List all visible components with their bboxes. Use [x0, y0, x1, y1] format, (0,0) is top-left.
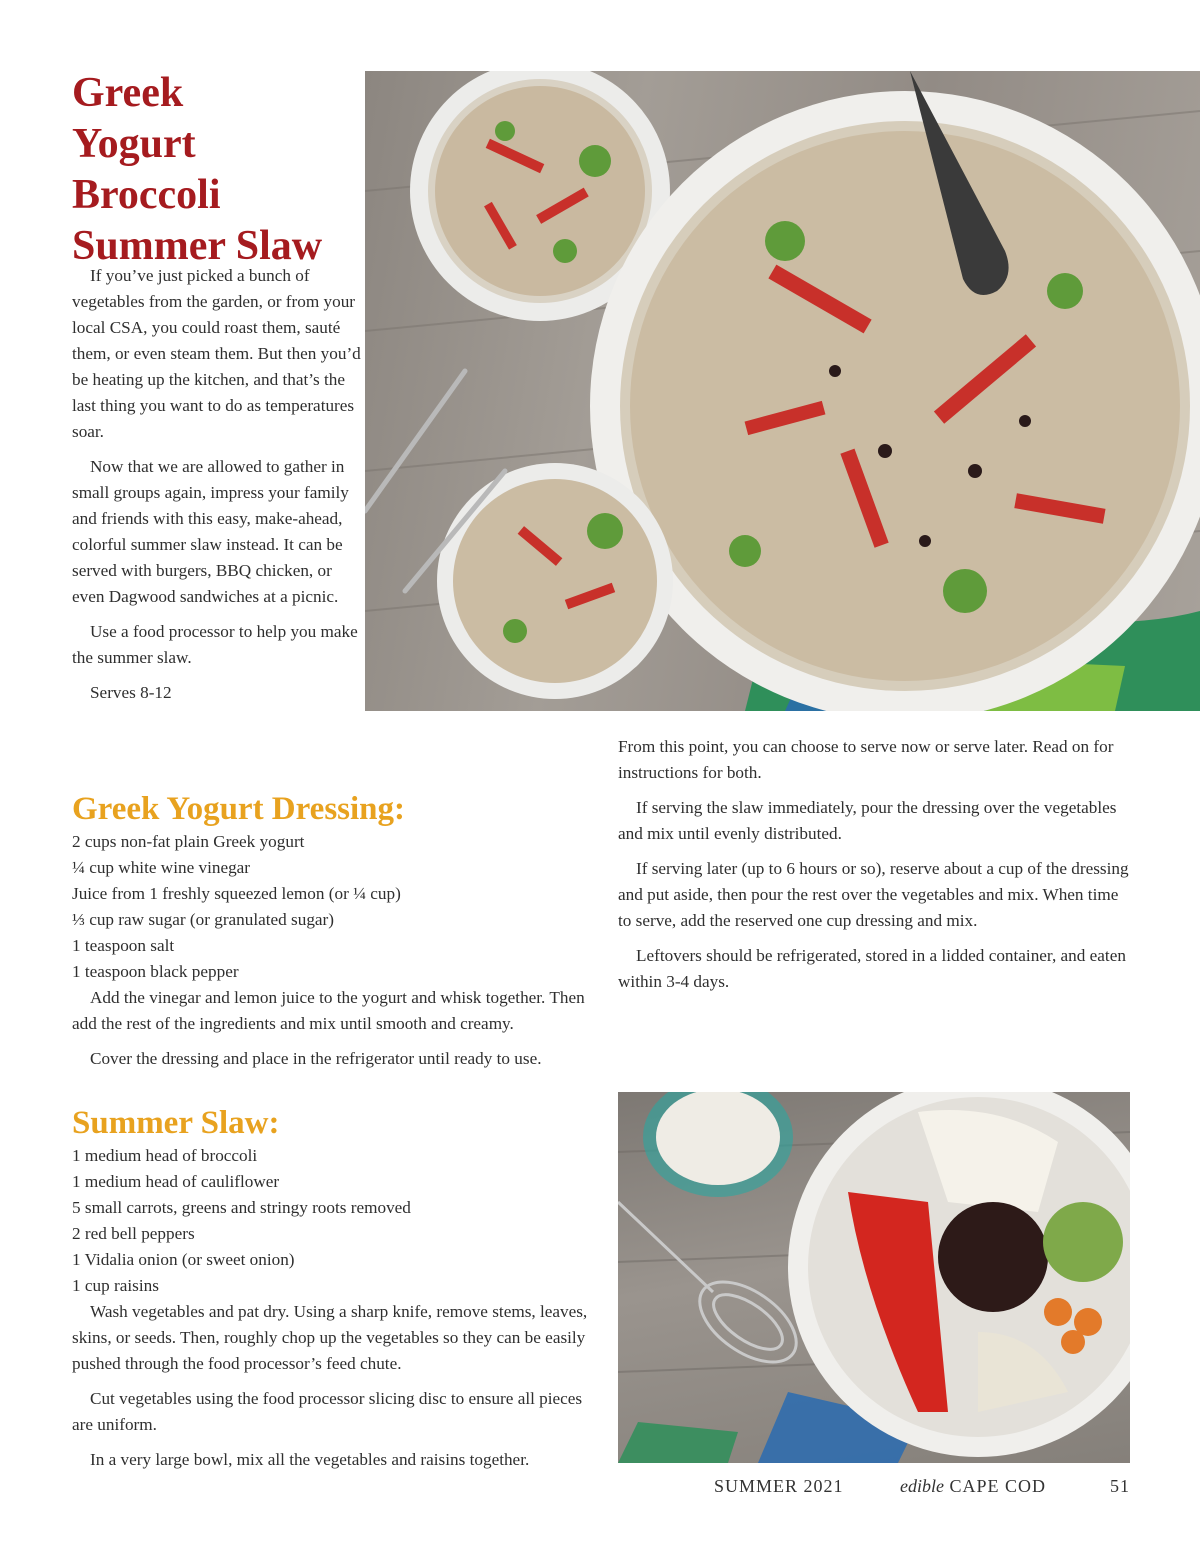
instruction-paragraph: If serving the slaw immediately, pour the dressing over the vegetables and mix until evenly distributed. [618, 798, 1117, 843]
ingredient-item: 1 teaspoon black pepper [72, 962, 239, 981]
ingredient-item: ¼ cup white wine vinegar [72, 858, 251, 877]
instruction-paragraph: Leftovers should be refrigerated, stored in a lidded container, and eaten within 3-4 days. [618, 946, 1126, 991]
ingredient-item: 2 red bell peppers [72, 1224, 195, 1243]
magazine-brand: edible [900, 1476, 944, 1496]
serves-line: Serves 8-12 [90, 683, 172, 702]
instruction-paragraph: Cut vegetables using the food processor slicing disc to ensure all pieces are uniform. [72, 1389, 583, 1434]
slaw-ingredient-list [72, 1143, 592, 1299]
recipe-right-column [618, 734, 1130, 995]
instruction-paragraph: From this point, you can choose to serve now or serve later. Read on for instructions for both. [618, 737, 1114, 782]
title-line: Yogurt [72, 121, 196, 167]
dressing-section [72, 789, 592, 1072]
ingredient-item: 1 medium head of cauliflower [72, 1172, 280, 1191]
ingredient-item: 1 medium head of broccoli [72, 1146, 258, 1165]
recipe-title [72, 68, 362, 272]
title-line: Summer Slaw [72, 223, 323, 269]
title-line: Broccoli [72, 172, 221, 218]
dressing-ingredient-list [72, 829, 592, 985]
ingredient-item: 2 cups non-fat plain Greek yogurt [72, 832, 305, 851]
ingredients-bowl-photo [618, 1092, 1130, 1463]
page-footer [714, 1473, 1130, 1499]
intro-paragraph: Now that we are allowed to gather in small groups again, impress your family and friends with this easy, make-ahead, colorful summer slaw instead. It can be served with burgers, BBQ chicken, or even Dagwood sandwiches at a picnic. [72, 457, 349, 606]
title-line: Greek [72, 70, 184, 116]
ingredient-item: 1 teaspoon salt [72, 936, 175, 955]
slaw-heading: Summer Slaw: [72, 1105, 280, 1141]
ingredient-item: Juice from 1 freshly squeezed lemon (or ¼ cup) [72, 884, 401, 903]
ingredient-item: 1 cup raisins [72, 1276, 159, 1295]
instruction-paragraph: In a very large bowl, mix all the vegetables and raisins together. [90, 1450, 530, 1469]
intro-paragraph: If you’ve just picked a bunch of vegetables from the garden, or from your local CSA, you could roast them, sauté them, or even steam them. But then you’d be heating up the kitchen, and that’s the last thing you want to do as temperatures soar. [72, 266, 361, 441]
dressing-heading: Greek Yogurt Dressing: [72, 791, 406, 827]
slaw-section [72, 1103, 592, 1473]
issue-date: SUMMER 2021 [714, 1476, 844, 1496]
instruction-paragraph: Cover the dressing and place in the refrigerator until ready to use. [90, 1049, 542, 1068]
ingredient-item: 5 small carrots, greens and stringy roots removed [72, 1198, 411, 1217]
instruction-paragraph: If serving later (up to 6 hours or so), reserve about a cup of the dressing and put aside, then pour the rest over the vegetables and mix. When time to serve, add the reserved one cup dressing and mix. [618, 859, 1129, 930]
slaw-bowls-illustration [365, 71, 1200, 711]
magazine-title: CAPE COD [949, 1476, 1046, 1496]
ingredients-bowl-illustration [618, 1092, 1130, 1463]
ingredient-item: ⅓ cup raw sugar (or granulated sugar) [72, 910, 335, 929]
instruction-paragraph: Wash vegetables and pat dry. Using a sharp knife, remove stems, leaves, skins, or seeds. Then, roughly chop up the vegetables so they can be easily pushed through the food processor’s feed chute. [72, 1302, 588, 1373]
magazine-name [900, 1473, 1046, 1499]
instruction-paragraph: Add the vinegar and lemon juice to the yogurt and whisk together. Then add the rest of the ingredients and mix until smooth and creamy. [72, 988, 585, 1033]
intro-text [72, 263, 362, 706]
ingredient-item: 1 Vidalia onion (or sweet onion) [72, 1250, 295, 1269]
intro-paragraph: Use a food processor to help you make the summer slaw. [72, 622, 358, 667]
page-number: 51 [1110, 1476, 1130, 1496]
slaw-bowls-photo [365, 71, 1200, 711]
